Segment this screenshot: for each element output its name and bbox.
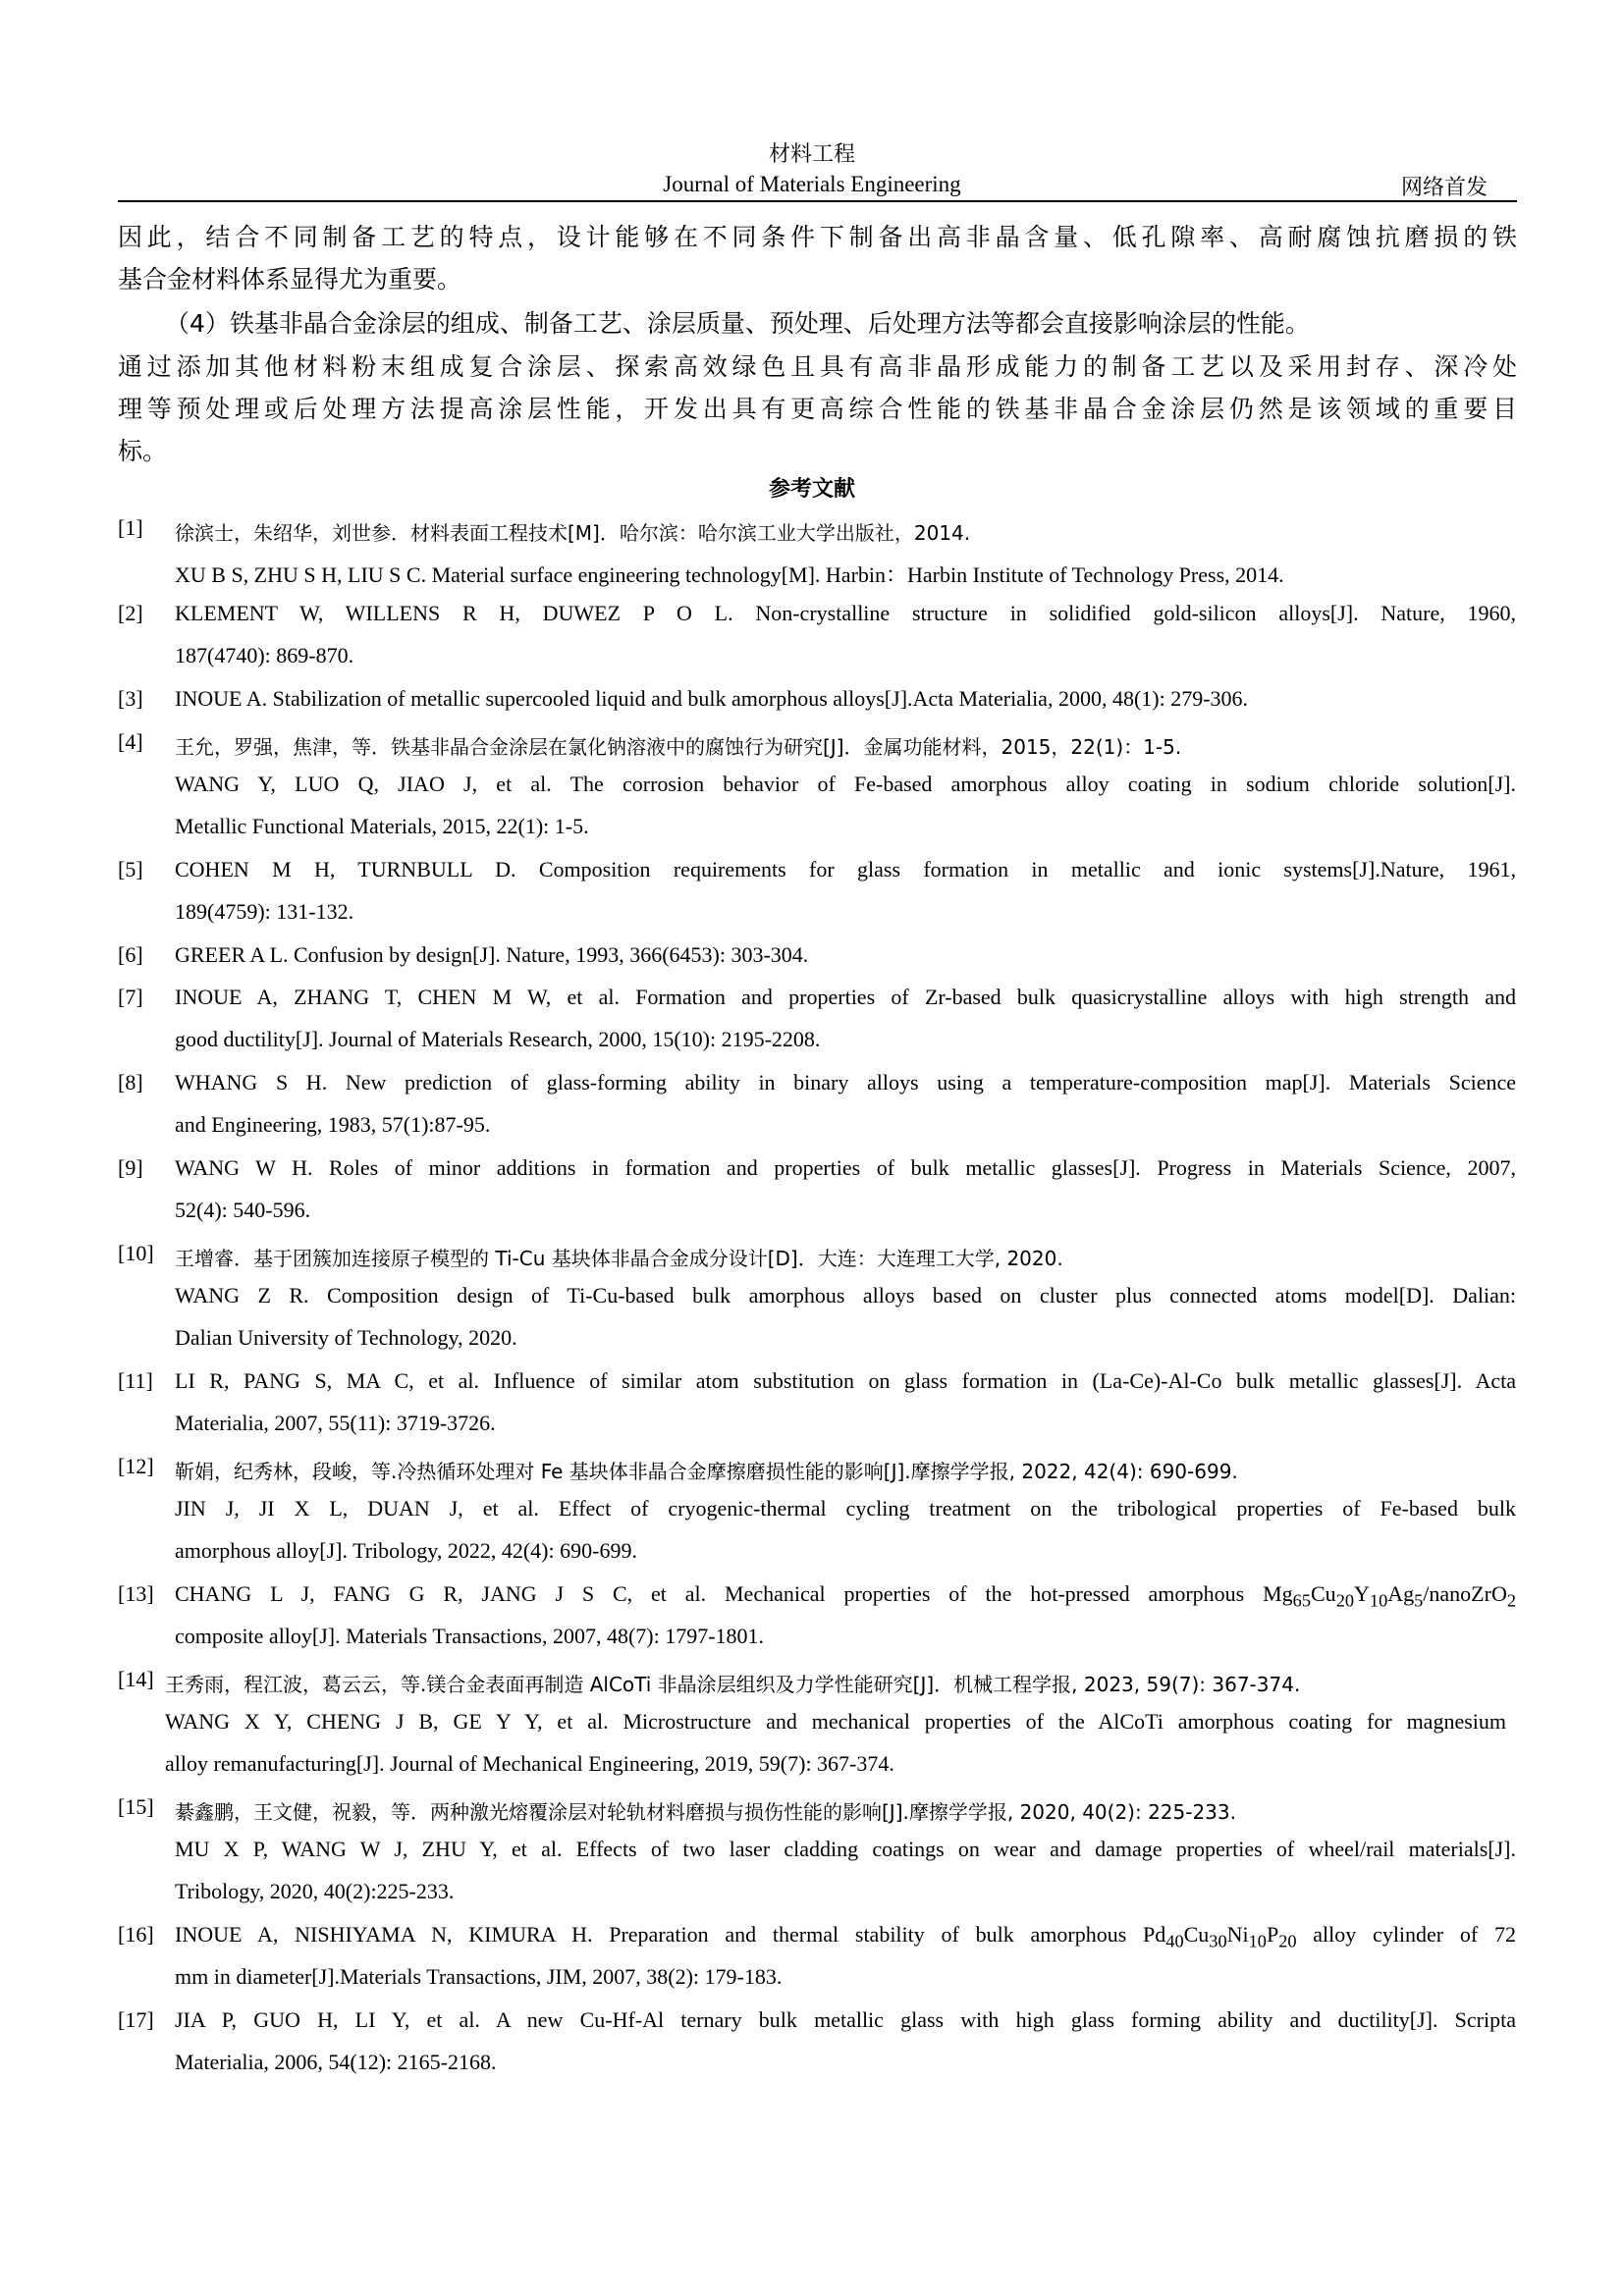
reference-line: WANG X Y, CHENG J B, GE Y Y, et al. Microstructure and mechanical properties of the AlCoTi amorphous coating for magnesium [165,1709,1506,1734]
reference-line: JIA P, GUO H, LI Y, et al. A new Cu-Hf-Al ternary bulk metallic glass with high glass forming ability and ductility[J]. Scripta [175,2007,1516,2032]
reference-line: Materialia, 2006, 54(12): 2165-2168. [175,2050,497,2074]
reference-line: alloy remanufacturing[J]. Journal of Mechanical Engineering, 2019, 59(7): 367-374. [165,1751,894,1776]
reference-text: alloy cylinder of 72 [1296,1922,1516,1947]
reference-line: and Engineering, 1983, 57(1):87-95. [175,1112,491,1137]
reference-text: Ni [1226,1922,1249,1947]
subscript: 2 [1506,1590,1516,1611]
reference-line: INOUE A. Stabilization of metallic supercooled liquid and bulk amorphous alloys[J].Acta Materialia, 2000, 48(1): 279-306. [175,686,1249,711]
reference-line: 徐滨士，朱绍华，刘世参．材料表面工程技术[M]．哈尔滨：哈尔滨工业大学出版社，2014. [175,521,971,545]
subscript: 40 [1165,1931,1184,1951]
online-first-label: 网络首发 [1401,176,1489,200]
reference-text: P [1266,1922,1279,1947]
subscript: 10 [1369,1590,1388,1611]
subscript: 65 [1292,1590,1311,1611]
reference-line [175,1581,1516,1611]
reference-line: Materialia, 2007, 55(11): 3719-3726. [175,1411,496,1435]
reference-line: Metallic Functional Materials, 2015, 22(1): 1-5. [175,814,589,838]
reference-number: [6] [118,942,143,967]
reference-text: Ag [1387,1581,1415,1606]
references-heading: 参考文献 [768,477,855,502]
reference-line: 52(4): 540-596. [175,1198,311,1222]
subscript: 5 [1414,1590,1424,1611]
journal-title-en: Journal of Materials Engineering [663,172,961,196]
body-line: 因此，结合不同制备工艺的特点，设计能够在不同条件下制备出高非晶含量、低孔隙率、高耐腐蚀抗磨损的铁 [118,223,1517,251]
reference-line: good ductility[J]. Journal of Materials Research, 2000, 15(10): 2195-2208. [175,1027,821,1051]
reference-line: 靳娟，纪秀林，段峻，等.冷热循环处理对 Fe 基块体非晶合金摩擦磨损性能的影响[J].摩擦学学报, 2022, 42(4): 690-699. [175,1460,1238,1483]
reference-line: JIN J, JI X L, DUAN J, et al. Effect of cryogenic-thermal cycling treatment on the tribological properties of Fe-based bulk [175,1496,1516,1521]
reference-number: [2] [118,601,143,625]
reference-line: 王允，罗强，焦津，等．铁基非晶合金涂层在氯化钠溶液中的腐蚀行为研究[J]．金属功能材料，2015，22(1)：1-5. [175,735,1182,759]
reference-line: GREER A L. Confusion by design[J]. Nature, 1993, 366(6453): 303-304. [175,942,809,967]
subscript: 30 [1209,1931,1227,1951]
reference-line: 綦鑫鹏，王文健，祝毅，等．两种激光熔覆涂层对轮轨材料磨损与损伤性能的影响[J].摩擦学学报, 2020, 40(2): 225-233. [175,1800,1236,1824]
body-line: 标。 [118,437,168,465]
reference-line: 189(4759): 131-132. [175,899,354,924]
reference-line: mm in diameter[J].Materials Transactions, JIM, 2007, 38(2): 179-183. [175,1964,783,1989]
reference-number: [5] [118,857,143,881]
reference-line: WANG W H. Roles of minor additions in formation and properties of bulk metallic glasses[J]. Progress in Materials Science, 2007, [175,1155,1516,1180]
reference-number: [11] [118,1368,153,1393]
reference-line: WANG Y, LUO Q, JIAO J, et al. The corrosion behavior of Fe-based amorphous alloy coating in sodium chloride solution[J]. [175,772,1516,796]
reference-line [175,1922,1516,1951]
reference-number: [4] [118,729,143,754]
reference-line: COHEN M H, TURNBULL D. Composition requirements for glass formation in metallic and ionic systems[J].Nature, 1961, [175,857,1516,881]
reference-line: LI R, PANG S, MA C, et al. Influence of similar atom substitution on glass formation in (La-Ce)-Al-Co bulk metallic glasses[J]. Acta [175,1368,1516,1393]
body-line: 基合金材料体系显得尤为重要。 [118,265,462,294]
reference-line: 187(4740): 869-870. [175,643,354,667]
reference-line: XU B S, ZHU S H, LIU S C. Material surface engineering technology[M]. Harbin：Harbin Institute of Technology Press, 2014. [175,562,1284,587]
reference-text: /nanoZrO [1423,1581,1507,1606]
reference-number: [9] [118,1155,143,1180]
reference-text: CHANG L J, FANG G R, JANG J S C, et al. Mechanical properties of the hot-pressed amorphous Mg [175,1581,1293,1606]
reference-number: [10] [118,1241,154,1265]
reference-number: [13] [118,1581,154,1606]
reference-text: Cu [1311,1581,1336,1606]
reference-line: INOUE A, ZHANG T, CHEN M W, et al. Formation and properties of Zr-based bulk quasicrystalline alloys with high strength and [175,985,1516,1009]
reference-line: Tribology, 2020, 40(2):225-233. [175,1879,455,1903]
reference-number: [14] [118,1667,154,1691]
reference-text: Y [1354,1581,1370,1606]
reference-number: [8] [118,1070,143,1095]
reference-number: [12] [118,1454,154,1478]
reference-line: WANG Z R. Composition design of Ti-Cu-based bulk amorphous alloys based on cluster plus connected atoms model[D]. Dalian: [175,1283,1516,1308]
reference-text: Cu [1183,1922,1210,1947]
subscript: 20 [1278,1931,1297,1951]
body-line: （4）铁基非晶合金涂层的组成、制备工艺、涂层质量、预处理、后处理方法等都会直接影响涂层的性能。 [165,309,1310,338]
subscript: 10 [1248,1931,1267,1951]
reference-number: [15] [118,1794,154,1819]
reference-number: [3] [118,686,143,711]
reference-number: [7] [118,985,143,1009]
header-rule [118,200,1517,202]
journal-title-cn: 材料工程 [768,142,855,167]
reference-number: [16] [118,1922,154,1947]
reference-line: amorphous alloy[J]. Tribology, 2022, 42(4): 690-699. [175,1538,637,1563]
reference-text: INOUE A, NISHIYAMA N, KIMURA H. Preparation and thermal stability of bulk amorphous Pd [175,1922,1166,1947]
reference-number: [17] [118,2007,154,2032]
body-line: 理等预处理或后处理方法提高涂层性能，开发出具有更高综合性能的铁基非晶合金涂层仍然是该领域的重要目 [118,395,1517,423]
reference-line: 王秀雨，程江波，葛云云，等.镁合金表面再制造 AlCoTi 非晶涂层组织及力学性能研究[J]．机械工程学报, 2023, 59(7): 367-374. [165,1673,1301,1696]
subscript: 20 [1335,1590,1355,1611]
reference-line: KLEMENT W, WILLENS R H, DUWEZ P O L. Non-crystalline structure in solidified gold-silicon alloys[J]. Nature, 1960, [175,601,1516,625]
reference-line: WHANG S H. New prediction of glass-forming ability in binary alloys using a temperature-composition map[J]. Materials Science [175,1070,1516,1095]
reference-line: MU X P, WANG W J, ZHU Y, et al. Effects of two laser cladding coatings on wear and damage properties of wheel/rail materials[J]. [175,1837,1516,1861]
reference-line: Dalian University of Technology, 2020. [175,1325,517,1350]
reference-number: [1] [118,515,143,540]
reference-line: composite alloy[J]. Materials Transactions, 2007, 48(7): 1797-1801. [175,1624,765,1648]
body-line: 通过添加其他材料粉末组成复合涂层、探索高效绿色且具有高非晶形成能力的制备工艺以及采用封存、深冷处 [118,352,1517,381]
reference-line: 王增睿．基于团簇加连接原子模型的 Ti-Cu 基块体非晶合金成分设计[D]．大连：大连理工大学, 2020. [175,1247,1063,1270]
